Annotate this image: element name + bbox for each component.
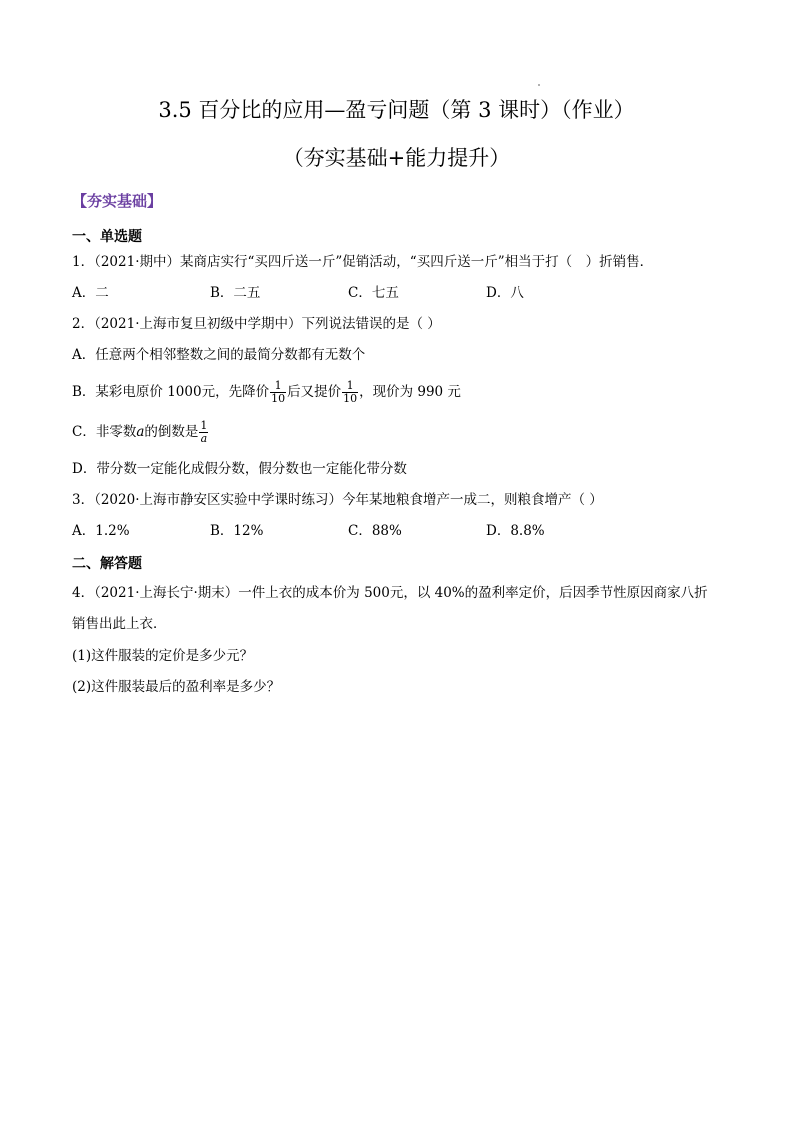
question-4-continued: 销售出此上衣． [72,616,167,632]
page-title: 3.5 百分比的应用—盈亏问题（第 3 课时）（作业） [158,98,635,122]
decorative-dot [538,84,540,86]
fraction-one-tenth: $\frac{1}{10}$ [271,379,286,405]
fraction-one-tenth: $\frac{1}{10}$ [343,379,358,405]
question-3: 3．（2020·上海市静安区实验中学课时练习）今年某地粮食增产一成二，则粮食增产（ ） [72,492,603,508]
q3-option-b: B．12% [210,523,264,539]
question-4: 4．（2021·上海长宁·期末）一件上衣的成本价为 500元，以 40%的盈利率定价，后因季节性原因商家八折 [72,585,708,601]
q3-option-c: C．88% [348,523,402,539]
q3-option-d: D．8.8% [486,523,545,539]
page-subtitle: （夯实基础+能力提升） [282,146,511,170]
q2-option-c [72,420,209,445]
q2-option-b-suffix: ，现价为 990 元 [359,384,461,400]
q2-option-b-prefix: B．某彩电原价 1000元，先降价 [72,384,270,400]
section-label: 【夯实基础】 [72,192,163,210]
variable-a: a [136,424,145,440]
question-1: 1．（2021·期中）某商店实行“买四斤送一斤”促销活动，“买四斤送一斤”相当于打（ ）折销售． [72,254,654,270]
q1-option-b: B．二五 [210,285,261,301]
q1-option-a: A．二 [72,285,109,301]
q2-option-d: D．带分数一定能化成假分数，假分数也一定能化带分数 [72,461,407,477]
q2-option-c-prefix: C．非零数 [72,424,137,440]
question-4-part-1: (1)这件服装的定价是多少元？ [72,648,254,664]
q1-option-d: D．八 [486,285,524,301]
question-4-part-2: (2)这件服装最后的盈利率是多少？ [72,679,281,695]
q2-option-a: A．任意两个相邻整数之间的最简分数都有无数个 [72,347,366,363]
heading-single-choice: 一、单选题 [72,229,142,245]
q2-option-c-middle: 的倒数是 [144,424,199,440]
q1-option-c: C．七五 [348,285,399,301]
heading-answer-questions: 二、解答题 [72,556,142,572]
q2-option-b-middle: 后又提价 [287,384,342,400]
q2-option-b [72,380,461,405]
q3-option-a: A．1.2% [72,523,130,539]
question-2: 2．（2021·上海市复旦初级中学期中）下列说法错误的是（ ） [72,316,441,332]
fraction-one-over-a: $\frac{1}{a}$ [200,419,208,445]
